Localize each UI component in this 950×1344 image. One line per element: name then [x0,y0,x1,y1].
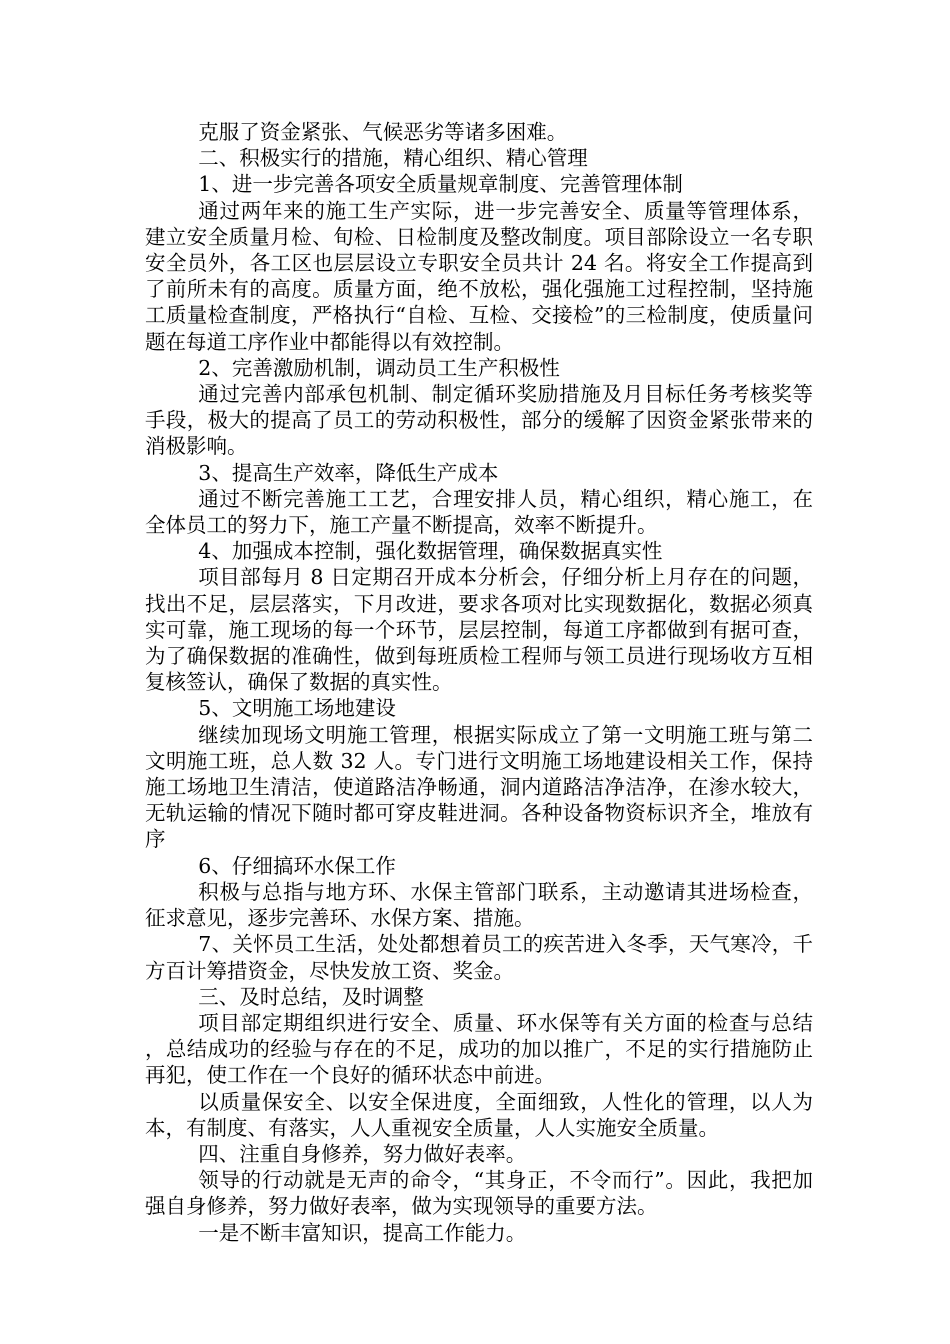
paragraph-safety-quality: 通过两年来的施工生产实际，进一步完善安全、质量等管理体系，建立安全质量月检、旬检、日检制度及整改制度。项目部除设立一名专职安全员外，各工区也层层设立专职安全员共计 24 名。将安全工作提高到了前所未有的高度。质量方面，绝不放松，强化强施工过程控制，坚持施工质量检查制度，严格执行“自检、互检、交接检”的三检制度，使质量问题在每道工序作业中都能得以有效控制。 [145,198,813,354]
section-heading-2: 二、积极实行的措施，精心组织、精心管理 [198,146,588,171]
paragraph-incentives: 通过完善内部承包机制、制定循环奖励措施及月目标任务考核奖等手段，极大的提高了员工的劳动积极性，部分的缓解了因资金紧张带来的消极影响。 [145,382,813,459]
subheading-5: 5、文明施工场地建设 [198,696,396,721]
subheading-6: 6、仔细搞环水保工作 [198,853,396,878]
paragraph-employee-care: 7、关怀员工生活，处处都想着员工的疾苦进入冬季，天气寒冷，千方百计筹措资金，尽快发放工资、奖金。 [145,932,813,983]
paragraph-quality-safety: 以质量保安全、以安全保进度，全面细致，人性化的管理，以人为本，有制度、有落实，人人重视安全质量，人人实施安全质量。 [145,1089,813,1140]
paragraph-civilized-site: 继续加现场文明施工管理，根据实际成立了第一文明施工班与第二文明施工班，总人数 32 人。专门进行文明施工场地建设相关工作，保持施工场地卫生清洁，使道路洁净畅通，洞内道路洁净洁净，在渗水较大，无轨运输的情况下随时都可穿皮鞋进洞。各种设备物资标识齐全，堆放有序 [145,722,813,852]
paragraph-cost-control: 项目部每月 8 日定期召开成本分析会，仔细分析上月存在的问题，找出不足，层层落实，下月改进，要求各项对比实现数据化，数据必须真实可靠，施工现场的每一个环节，层层控制，每道工序都做到有据可查，为了确保数据的准确性，做到每班质检工程师与领工员进行现场收方互相复核签认，确保了数据的真实性。 [145,565,813,695]
subheading-4: 4、加强成本控制，强化数据管理，确保数据真实性 [198,539,663,564]
subheading-2: 2、完善激励机制，调动员工生产积极性 [198,355,560,380]
paragraph-continuation: 克服了资金紧张、气候恶劣等诸多困难。 [198,120,568,144]
paragraph-review: 项目部定期组织进行安全、质量、环水保等有关方面的检查与总结，总结成功的经验与存在的不足，成功的加以推广，不足的实行措施防止再犯，使工作在一个良好的循环状态中前进。 [145,1010,813,1088]
subheading-3: 3、提高生产效率，降低生产成本 [198,460,499,485]
paragraph-leadership: 领导的行动就是无声的命令，“其身正，不令而行”。因此，我把加强自身修养，努力做好表率，做为实现领导的重要方法。 [145,1168,813,1219]
paragraph-environment: 积极与总指与地方环、水保主管部门联系，主动邀请其进场检查，征求意见，逐步完善环、水保方案、措施。 [145,879,813,931]
document-body [145,119,813,1246]
paragraph-efficiency: 通过不断完善施工工艺，合理安排人员，精心组织，精心施工，在全体员工的努力下，施工产量不断提高，效率不断提升。 [145,486,813,538]
paragraph-knowledge: 一是不断丰富知识，提高工作能力。 [198,1220,527,1245]
section-heading-4: 四、注重自身修养，努力做好表率。 [198,1141,527,1166]
section-heading-3: 三、及时总结，及时调整 [198,984,424,1009]
subheading-1: 1、进一步完善各项安全质量规章制度、完善管理体制 [198,172,683,197]
